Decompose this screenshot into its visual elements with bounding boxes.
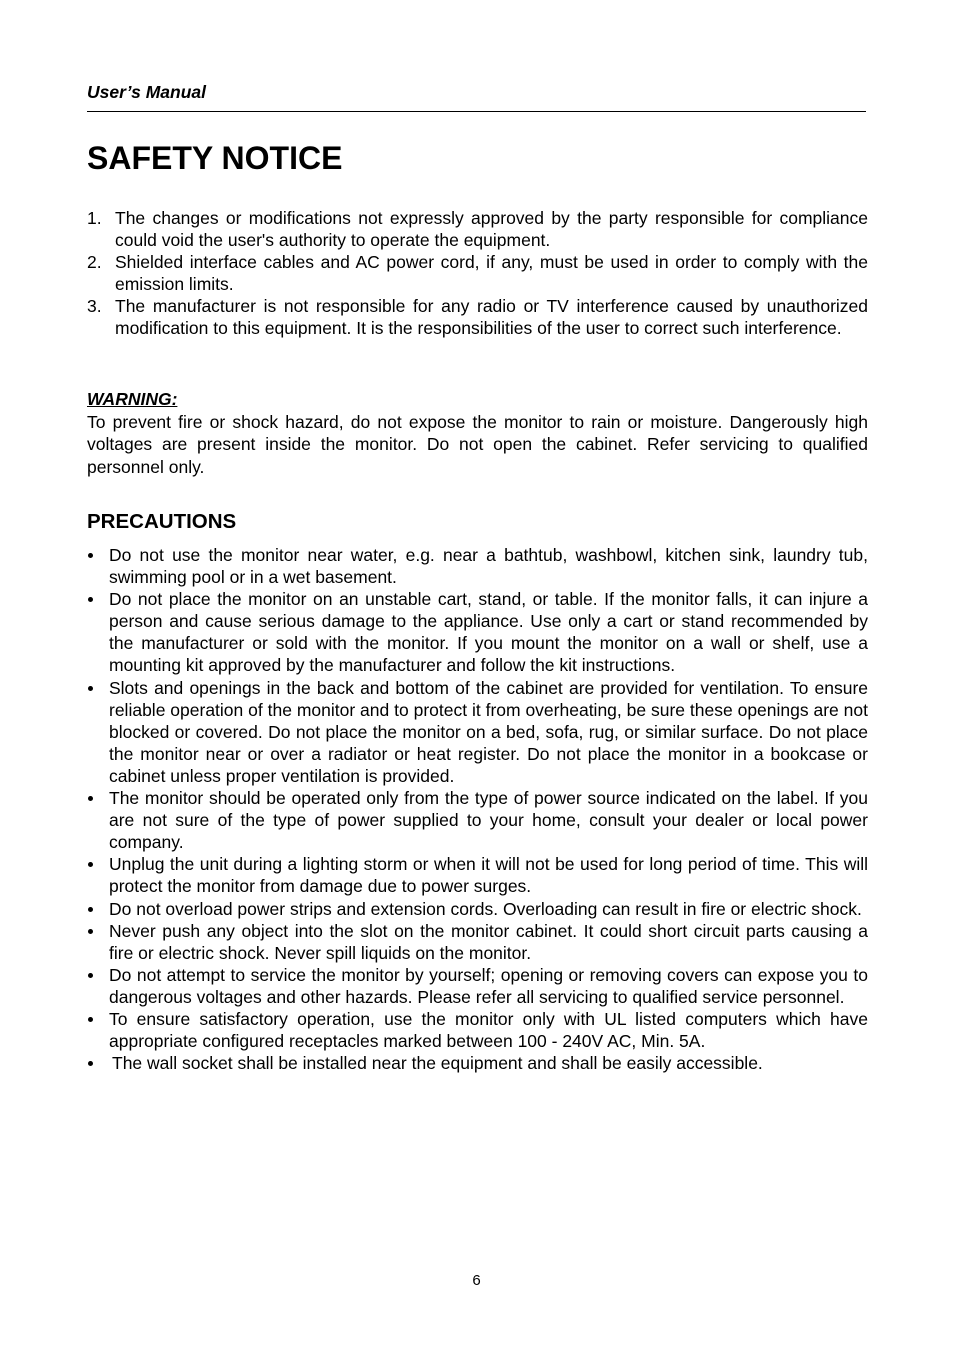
precaution-text: The wall socket shall be installed near the equipment and shall be easily accessible. (112, 1053, 763, 1074)
notice-text: The manufacturer is not responsible for any radio or TV interference caused by unauthorized modification to this equipment. It is the responsibilities of the user to correct such interference. (115, 296, 868, 339)
precautions-heading: PRECAUTIONS (87, 510, 237, 533)
notice-item (87, 251, 868, 295)
notice-item (87, 207, 868, 251)
bullet-icon (88, 929, 93, 934)
header-divider (87, 111, 866, 112)
precautions-list (87, 544, 868, 1074)
bullet-icon (88, 597, 93, 602)
notice-number: 2. (87, 252, 102, 273)
precaution-item (87, 920, 868, 964)
warning-text: To prevent fire or shock hazard, do not expose the monitor to rain or moisture. Dangerously high voltages are present inside the monitor. Do not open the cabinet. Refer servicing to qualified personnel only. (87, 411, 868, 477)
page-title: SAFETY NOTICE (87, 140, 343, 176)
bullet-icon (88, 1017, 93, 1022)
bullet-icon (88, 686, 93, 691)
precaution-text: Slots and openings in the back and bottom of the cabinet are provided for ventilation. To ensure reliable operation of the monitor and to protect it from overheating, be sure these openings are not blocked or covered. Do not place the monitor on a bed, sofa, rug, or similar surface. Do not place the monitor near or over a radiator or heat register. Do not place the monitor in a bookcase or cabinet unless proper ventilation is provided. (109, 677, 868, 786)
precaution-text: Do not attempt to service the monitor by yourself; opening or removing covers can expose you to dangerous voltages and other hazards. Please refer all servicing to qualified service personnel. (109, 964, 868, 1007)
precaution-text: Do not place the monitor on an unstable cart, stand, or table. If the monitor falls, it can injure a person and cause serious damage to the appliance. Use only a cart or stand recommended by the manufacturer or sold with the monitor. If you mount the monitor on a wall or shelf, use a mounting kit approved by the manufacturer and follow the kit instructions. (109, 589, 868, 676)
precaution-item (87, 853, 868, 897)
precaution-text: Do not use the monitor near water, e.g. near a bathtub, washbowl, kitchen sink, laundry tub, swimming pool or in a wet basement. (109, 545, 868, 588)
precaution-item (87, 588, 868, 676)
bullet-icon (88, 796, 93, 801)
warning-label: WARNING: (87, 389, 178, 409)
bullet-icon (88, 862, 93, 867)
notice-text: Shielded interface cables and AC power cord, if any, must be used in order to comply with the emission limits. (115, 252, 868, 295)
precaution-item (87, 964, 868, 1008)
bullet-icon (88, 907, 93, 912)
precaution-item (87, 677, 868, 787)
notice-number: 3. (87, 296, 102, 317)
precaution-text: The monitor should be operated only from the type of power source indicated on the label. If you are not sure of the type of power supplied to your home, consult your dealer or local power company. (109, 788, 868, 853)
precaution-text: Do not overload power strips and extension cords. Overloading can result in fire or electric shock. (109, 898, 862, 919)
notice-text: The changes or modifications not expressly approved by the party responsible for compliance could void the user's authority to operate the equipment. (115, 208, 868, 251)
precaution-text: To ensure satisfactory operation, use the monitor only with UL listed computers which have appropriate configured receptacles marked between 100 - 240V AC, Min. 5A. (109, 1008, 868, 1052)
warning-block (87, 388, 868, 478)
bullet-icon (88, 973, 93, 978)
precaution-item (87, 898, 868, 920)
bullet-icon (88, 1061, 93, 1066)
bullet-icon (88, 553, 93, 558)
precaution-text: Never push any object into the slot on the monitor cabinet. It could short circuit parts causing a fire or electric shock. Never spill liquids on the monitor. (109, 920, 868, 963)
notice-item (87, 295, 868, 339)
precaution-text: Unplug the unit during a lighting storm or when it will not be used for long period of time. This will protect the monitor from damage due to power surges. (109, 854, 868, 897)
precaution-item (87, 544, 868, 588)
precaution-item (87, 787, 868, 853)
running-header: User’s Manual (87, 82, 206, 102)
page-number: 6 (472, 1272, 481, 1289)
safety-notice-list (87, 207, 868, 340)
precaution-item (87, 1008, 868, 1052)
notice-number: 1. (87, 208, 102, 228)
precaution-item (87, 1052, 868, 1074)
